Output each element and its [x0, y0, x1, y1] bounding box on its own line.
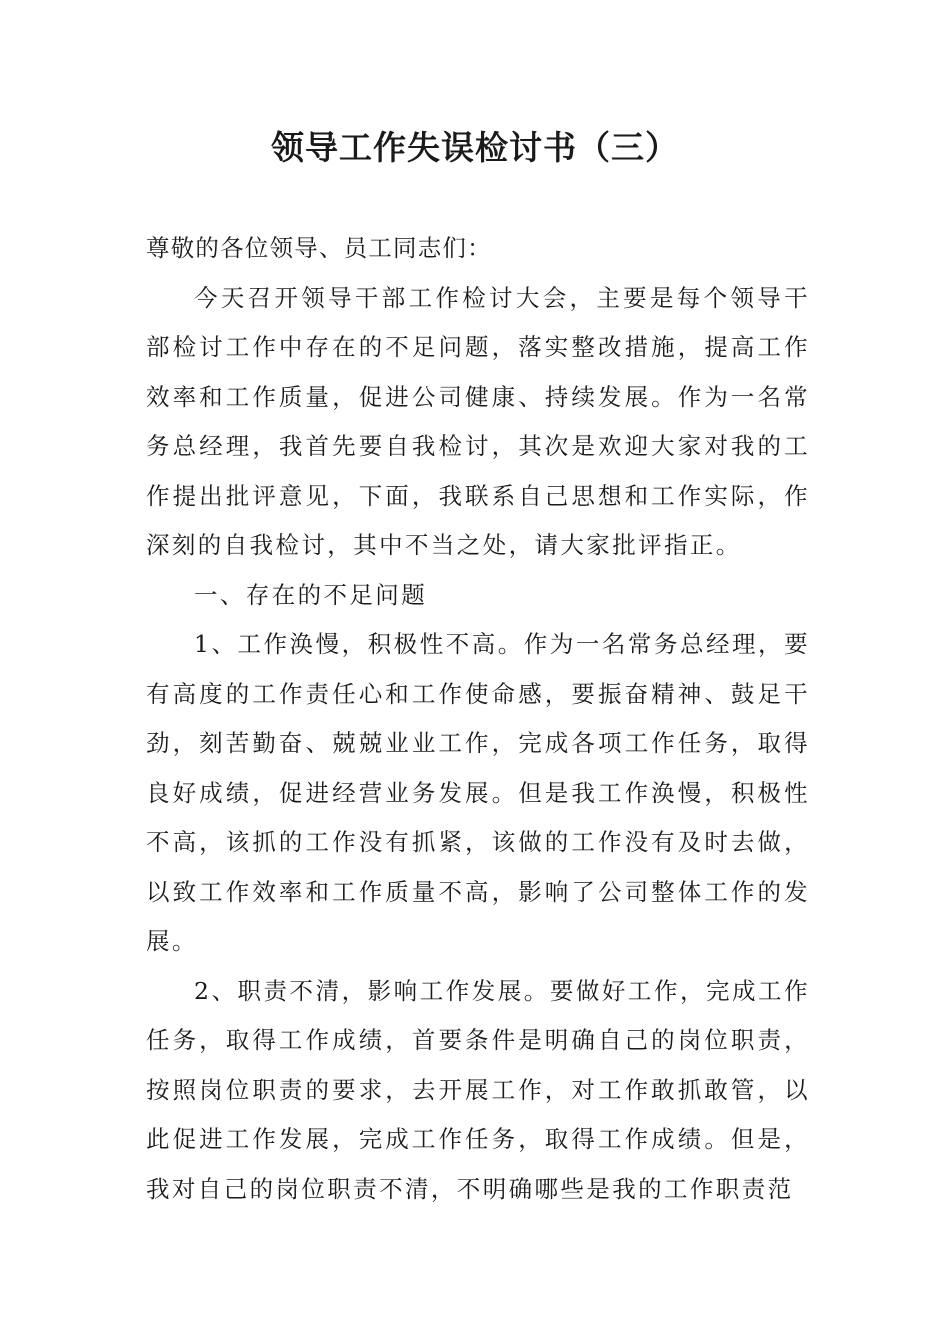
greeting-line: 尊敬的各位领导、员工同志们： [146, 234, 492, 262]
paragraph-item-1: 1、工作涣慢，积极性不高。作为一名常务总经理，要有高度的工作责任心和工作使命感，要振奋精神、鼓足干劲，刻苦勤奋、兢兢业业工作，完成各项工作任务，取得良好成绩，促进经营业务发展。但是我工作涣慢，积极性不高，该抓的工作没有抓紧，该做的工作没有及时去做，以致工作效率和工作质量不高，影响了公司整体工作的发展。 [146, 630, 810, 955]
document-body [146, 224, 810, 1214]
document-title: 领导工作失误检讨书（三） [271, 128, 679, 167]
paragraph-item-2: 2、职责不清，影响工作发展。要做好工作，完成工作任务，取得工作成绩，首要条件是明确自己的岗位职责，按照岗位职责的要求，去开展工作，对工作敢抓敢管，以此促进工作发展，完成工作任务，取得工作成绩。但是，我对自己的岗位职责不清，不明确哪些是我的工作职责范 [146, 976, 810, 1203]
paragraph-intro: 今天召开领导干部工作检讨大会，主要是每个领导干部检讨工作中存在的不足问题，落实整改措施，提高工作效率和工作质量，促进公司健康、持续发展。作为一名常务总经理，我首先要自我检讨，其次是欢迎大家对我的工作提出批评意见，下面，我联系自己思想和工作实际，作深刻的自我检讨，其中不当之处，请大家批评指正。 [146, 283, 810, 559]
section-heading: 一、存在的不足问题 [194, 580, 428, 609]
